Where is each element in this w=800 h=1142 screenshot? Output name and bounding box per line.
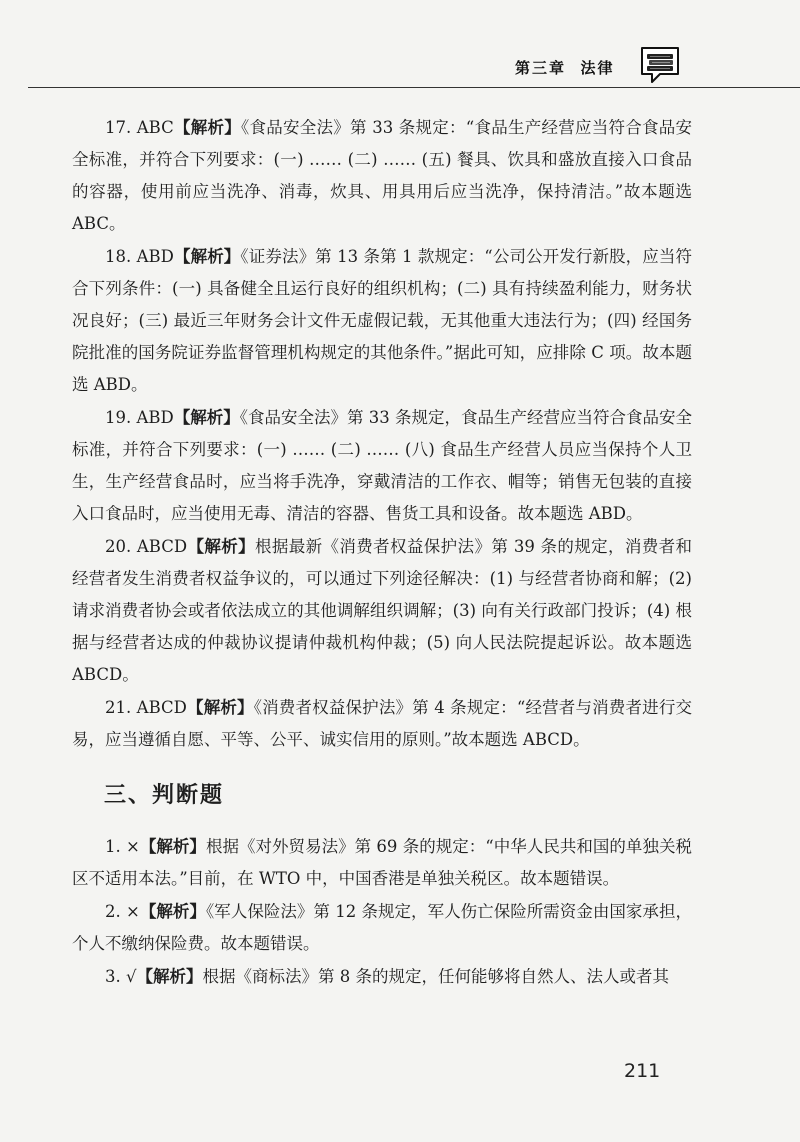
judgment-item-3 — [72, 961, 692, 993]
page-number: 211 — [624, 1060, 661, 1082]
chapter-title — [515, 57, 614, 78]
answer-text: 《食品安全法》第 33 条规定：“食品生产经营应当符合食品安全标准，并符合下列要求：(一) …… (二) …… (五) 餐具、饮具和盛放直接入口食品的容器，使用前应当洗净、消毒，炊具、用具用后应当洗净，保持清洁。”故本题选 ABC。 — [72, 118, 693, 233]
answer-item-19 — [72, 402, 692, 530]
answer-text: 根据《商标法》第 8 条的规定，任何能够将自然人、法人或者其 — [202, 967, 670, 986]
answer-number: 2. × — [105, 902, 140, 921]
answer-text: 《证券法》第 13 条第 1 款规定：“公司公开发行新股，应当符合下列条件：(一) 具备健全且运行良好的组织机构；(二) 具有持续盈利能力，财务状况良好；(三) 最近三年财务会计文件无虚假记载，无其他重大违法行为；(四) 经国务院批准的国务院证券监督管理机构规定的其他条件。”据此可知，应排除 C 项。故本题选 ABD。 — [72, 247, 692, 394]
answer-number: 3. √ — [105, 967, 137, 986]
analysis-tag: 【解析】 — [173, 118, 241, 137]
answer-item-17 — [72, 112, 692, 240]
answer-number: 1. × — [105, 837, 140, 856]
answer-number: 18. ABD — [105, 247, 174, 266]
answer-text: 《军人保险法》第 12 条规定，军人伤亡保险所需资金由国家承担，个人不缴纳保险费。故本题错误。 — [72, 902, 692, 953]
section-heading: 三、判断题 — [104, 783, 225, 808]
answer-number: 19. ABD — [105, 408, 174, 427]
answer-text: 根据《对外贸易法》第 69 条的规定：“中华人民共和国的单独关税区不适用本法。”目前，在 WTO 中，中国香港是单独关税区。故本题错误。 — [72, 837, 692, 888]
judgment-item-1 — [72, 831, 692, 895]
answer-item-20 — [72, 531, 692, 691]
analysis-tag: 【解析】 — [173, 408, 240, 427]
book-stack-icon — [638, 44, 682, 86]
page-header — [0, 0, 800, 95]
analysis-tag: 【解析】 — [139, 837, 206, 856]
header-rule — [28, 87, 800, 88]
answer-text: 《消费者权益保护法》第 4 条规定：“经营者与消费者进行交易，应当遵循自愿、平等、公平、诚实信用的原则。”故本题选 ABCD。 — [72, 698, 692, 749]
analysis-tag: 【解析】 — [186, 698, 254, 717]
answer-item-21 — [72, 692, 692, 756]
answer-number: 20. ABCD — [105, 537, 188, 556]
judgment-item-2 — [72, 896, 692, 960]
page-body — [72, 112, 692, 994]
chapter-subject: 法律 — [580, 59, 615, 77]
answer-item-18 — [72, 241, 692, 401]
analysis-tag: 【解析】 — [136, 967, 203, 986]
chapter-label: 第三章 — [515, 59, 567, 77]
analysis-tag: 【解析】 — [187, 537, 255, 556]
answer-number: 21. ABCD — [105, 698, 187, 717]
analysis-tag: 【解析】 — [139, 902, 206, 921]
analysis-tag: 【解析】 — [173, 247, 241, 266]
answer-text: 《食品安全法》第 33 条规定，食品生产经营应当符合食品安全标准，并符合下列要求：(一) …… (二) …… (八) 食品生产经营人员应当保持个人卫生，生产经营食品时，应当将手洗净，穿戴清洁的工作衣、帽等；销售无包装的直接入口食品时，应当使用无毒、清洁的容器、售货工具和设备。故本题选 ABD。 — [72, 408, 693, 523]
answer-number: 17. ABC — [105, 118, 174, 137]
answer-text: 根据最新《消费者权益保护法》第 39 条的规定，消费者和经营者发生消费者权益争议的，可以通过下列途径解决：(1) 与经营者协商和解；(2) 请求消费者协会或者依法成立的其他调解组织调解；(3) 向有关行政部门投诉；(4) 根据与经营者达成的仲裁协议提请仲裁机构仲裁；(5) 向人民法院提起诉讼。故本题选 ABCD。 — [72, 537, 692, 684]
